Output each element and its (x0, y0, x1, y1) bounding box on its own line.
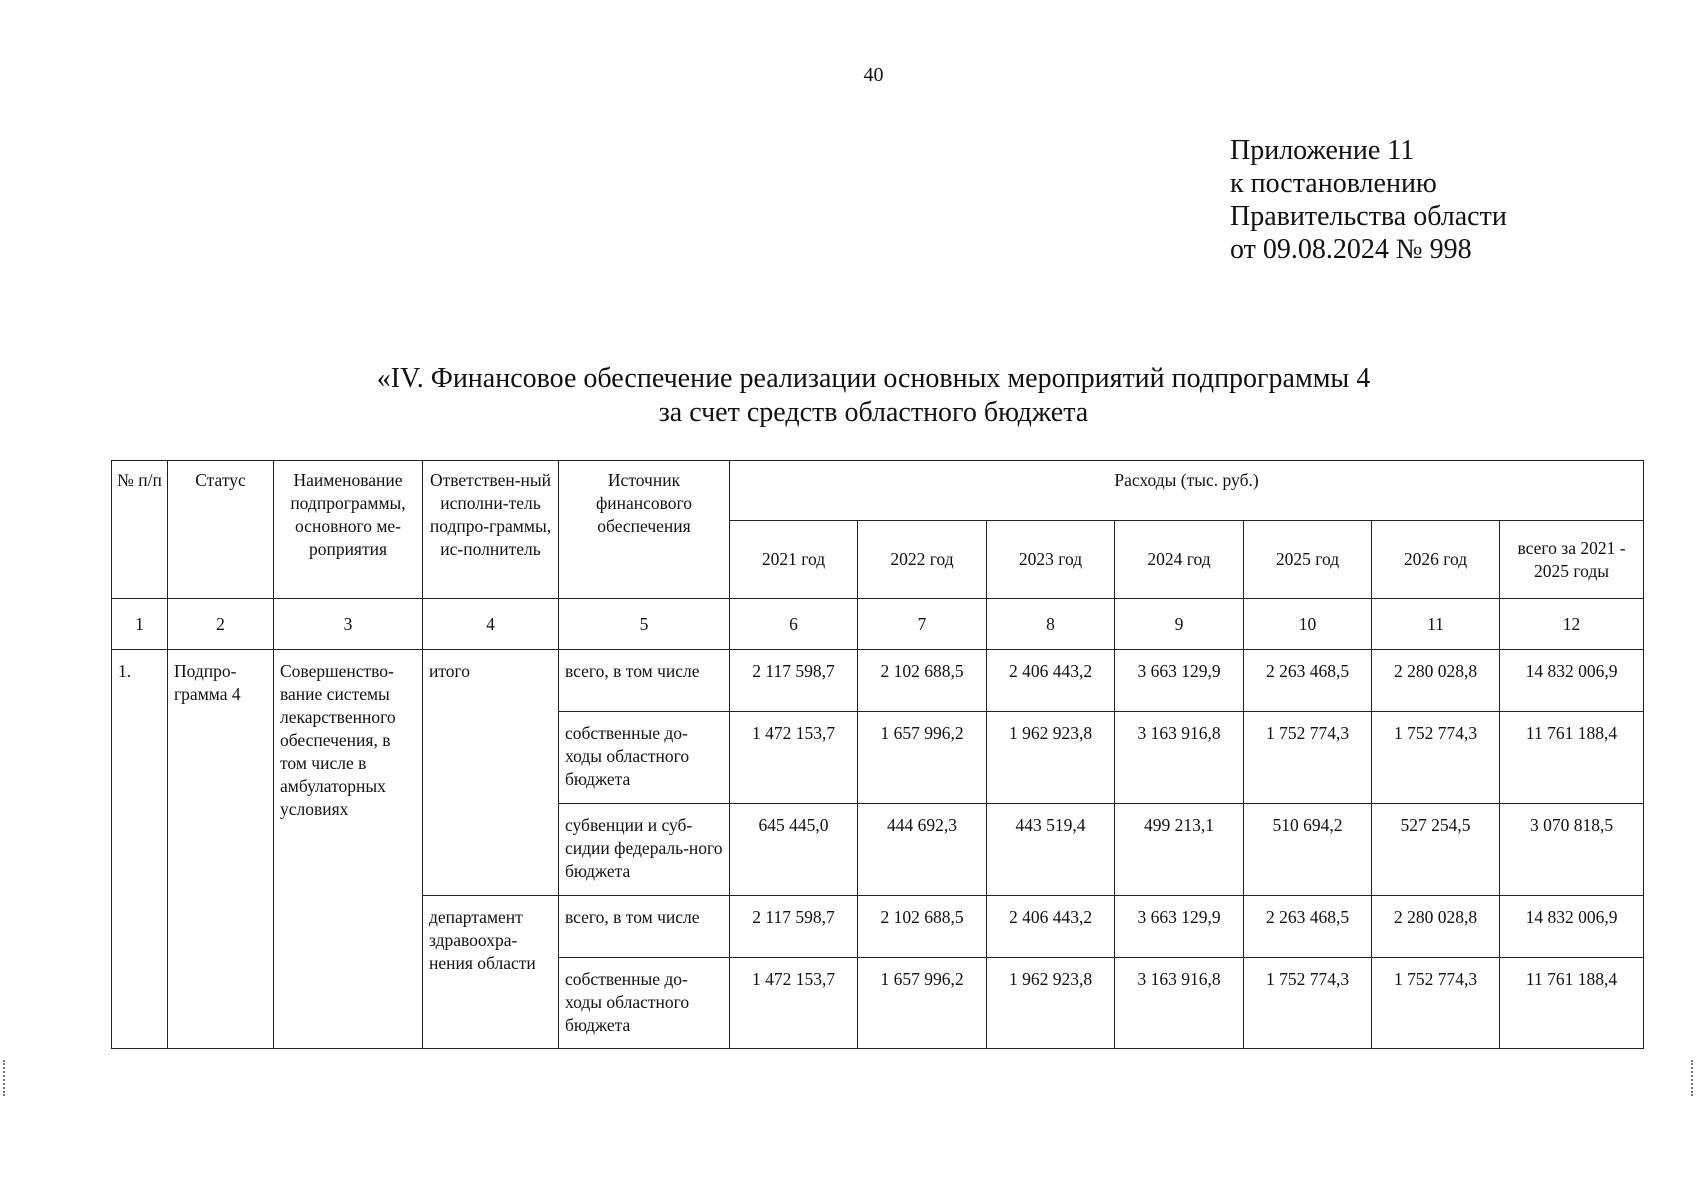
value-cell: 1 752 774,3 (1372, 712, 1500, 804)
header-num: № п/п (112, 461, 168, 599)
row-source: собственные до-ходы областного бюджета (559, 958, 730, 1049)
column-number: 9 (1115, 599, 1244, 650)
column-number: 10 (1244, 599, 1372, 650)
value-cell: 14 832 006,9 (1500, 896, 1644, 958)
value-cell: 3 163 916,8 (1115, 958, 1244, 1049)
value-cell: 2 102 688,5 (858, 896, 987, 958)
value-cell: 1 752 774,3 (1244, 958, 1372, 1049)
header-year-total: всего за 2021 - 2025 годы (1500, 521, 1644, 599)
column-number: 3 (274, 599, 423, 650)
scan-edge-mark (1691, 1060, 1695, 1096)
column-number: 2 (168, 599, 274, 650)
value-cell: 11 761 188,4 (1500, 712, 1644, 804)
column-number: 6 (730, 599, 858, 650)
column-number: 7 (858, 599, 987, 650)
column-number: 5 (559, 599, 730, 650)
row-source: всего, в том числе (559, 650, 730, 712)
row-source: субвенции и суб-сидии федераль-ного бюджета (559, 804, 730, 896)
value-cell: 3 663 129,9 (1115, 896, 1244, 958)
value-cell: 499 213,1 (1115, 804, 1244, 896)
column-number: 1 (112, 599, 168, 650)
appendix-block (1230, 134, 1507, 266)
column-number: 11 (1372, 599, 1500, 650)
value-cell: 2 263 468,5 (1244, 650, 1372, 712)
value-cell: 444 692,3 (858, 804, 987, 896)
value-cell: 1 472 153,7 (730, 712, 858, 804)
header-executor: Ответствен-ный исполни-тель подпро-граммы, ис-полнитель (423, 461, 559, 599)
value-cell: 3 163 916,8 (1115, 712, 1244, 804)
appendix-line: Правительства области (1230, 201, 1507, 232)
header-expenses: Расходы (тыс. руб.) (730, 461, 1644, 521)
value-cell: 14 832 006,9 (1500, 650, 1644, 712)
table-row (112, 650, 1644, 712)
value-cell: 2 280 028,8 (1372, 650, 1500, 712)
value-cell: 2 263 468,5 (1244, 896, 1372, 958)
value-cell: 3 663 129,9 (1115, 650, 1244, 712)
value-cell: 2 117 598,7 (730, 650, 858, 712)
row-executor: итого (423, 650, 559, 896)
header-year: 2025 год (1244, 521, 1372, 599)
value-cell: 3 070 818,5 (1500, 804, 1644, 896)
column-number: 8 (987, 599, 1115, 650)
title-line: за счет средств областного бюджета (658, 397, 1089, 428)
header-year: 2023 год (987, 521, 1115, 599)
value-cell: 1 657 996,2 (858, 958, 987, 1049)
value-cell: 11 761 188,4 (1500, 958, 1644, 1049)
value-cell: 2 406 443,2 (987, 896, 1115, 958)
column-number: 4 (423, 599, 559, 650)
value-cell: 2 102 688,5 (858, 650, 987, 712)
header-name: Наименование подпрограммы, основного ме-роприятия (274, 461, 423, 599)
row-num: 1. (112, 650, 168, 1049)
value-cell: 2 280 028,8 (1372, 896, 1500, 958)
row-executor: департамент здравоохра-нения области (423, 896, 559, 1049)
financial-table (111, 460, 1644, 1049)
value-cell: 527 254,5 (1372, 804, 1500, 896)
title-line: «IV. Финансовое обеспечение реализации основных мероприятий подпрограммы 4 (376, 363, 1371, 394)
header-year: 2024 год (1115, 521, 1244, 599)
header-year: 2022 год (858, 521, 987, 599)
value-cell: 645 445,0 (730, 804, 858, 896)
header-year: 2021 год (730, 521, 858, 599)
value-cell: 2 406 443,2 (987, 650, 1115, 712)
value-cell: 2 117 598,7 (730, 896, 858, 958)
row-status: Подпро-грамма 4 (168, 650, 274, 1049)
value-cell: 510 694,2 (1244, 804, 1372, 896)
value-cell: 443 519,4 (987, 804, 1115, 896)
document-title (100, 362, 1647, 430)
value-cell: 1 962 923,8 (987, 712, 1115, 804)
appendix-line: от 09.08.2024 № 998 (1230, 234, 1472, 265)
value-cell: 1 752 774,3 (1372, 958, 1500, 1049)
header-status: Статус (168, 461, 274, 599)
value-cell: 1 962 923,8 (987, 958, 1115, 1049)
page-number: 40 (863, 64, 884, 86)
appendix-line: к постановлению (1230, 168, 1437, 199)
header-source: Источник финансового обеспечения (559, 461, 730, 599)
value-cell: 1 752 774,3 (1244, 712, 1372, 804)
appendix-line: Приложение 11 (1230, 135, 1415, 166)
row-source: собственные до-ходы областного бюджета (559, 712, 730, 804)
value-cell: 1 657 996,2 (858, 712, 987, 804)
scan-edge-mark (3, 1060, 7, 1096)
header-year: 2026 год (1372, 521, 1500, 599)
row-name: Совершенство-вание системы лекарственного обеспечения, в том числе в амбулаторных условиях (274, 650, 423, 1049)
value-cell: 1 472 153,7 (730, 958, 858, 1049)
row-source: всего, в том числе (559, 896, 730, 958)
column-number: 12 (1500, 599, 1644, 650)
